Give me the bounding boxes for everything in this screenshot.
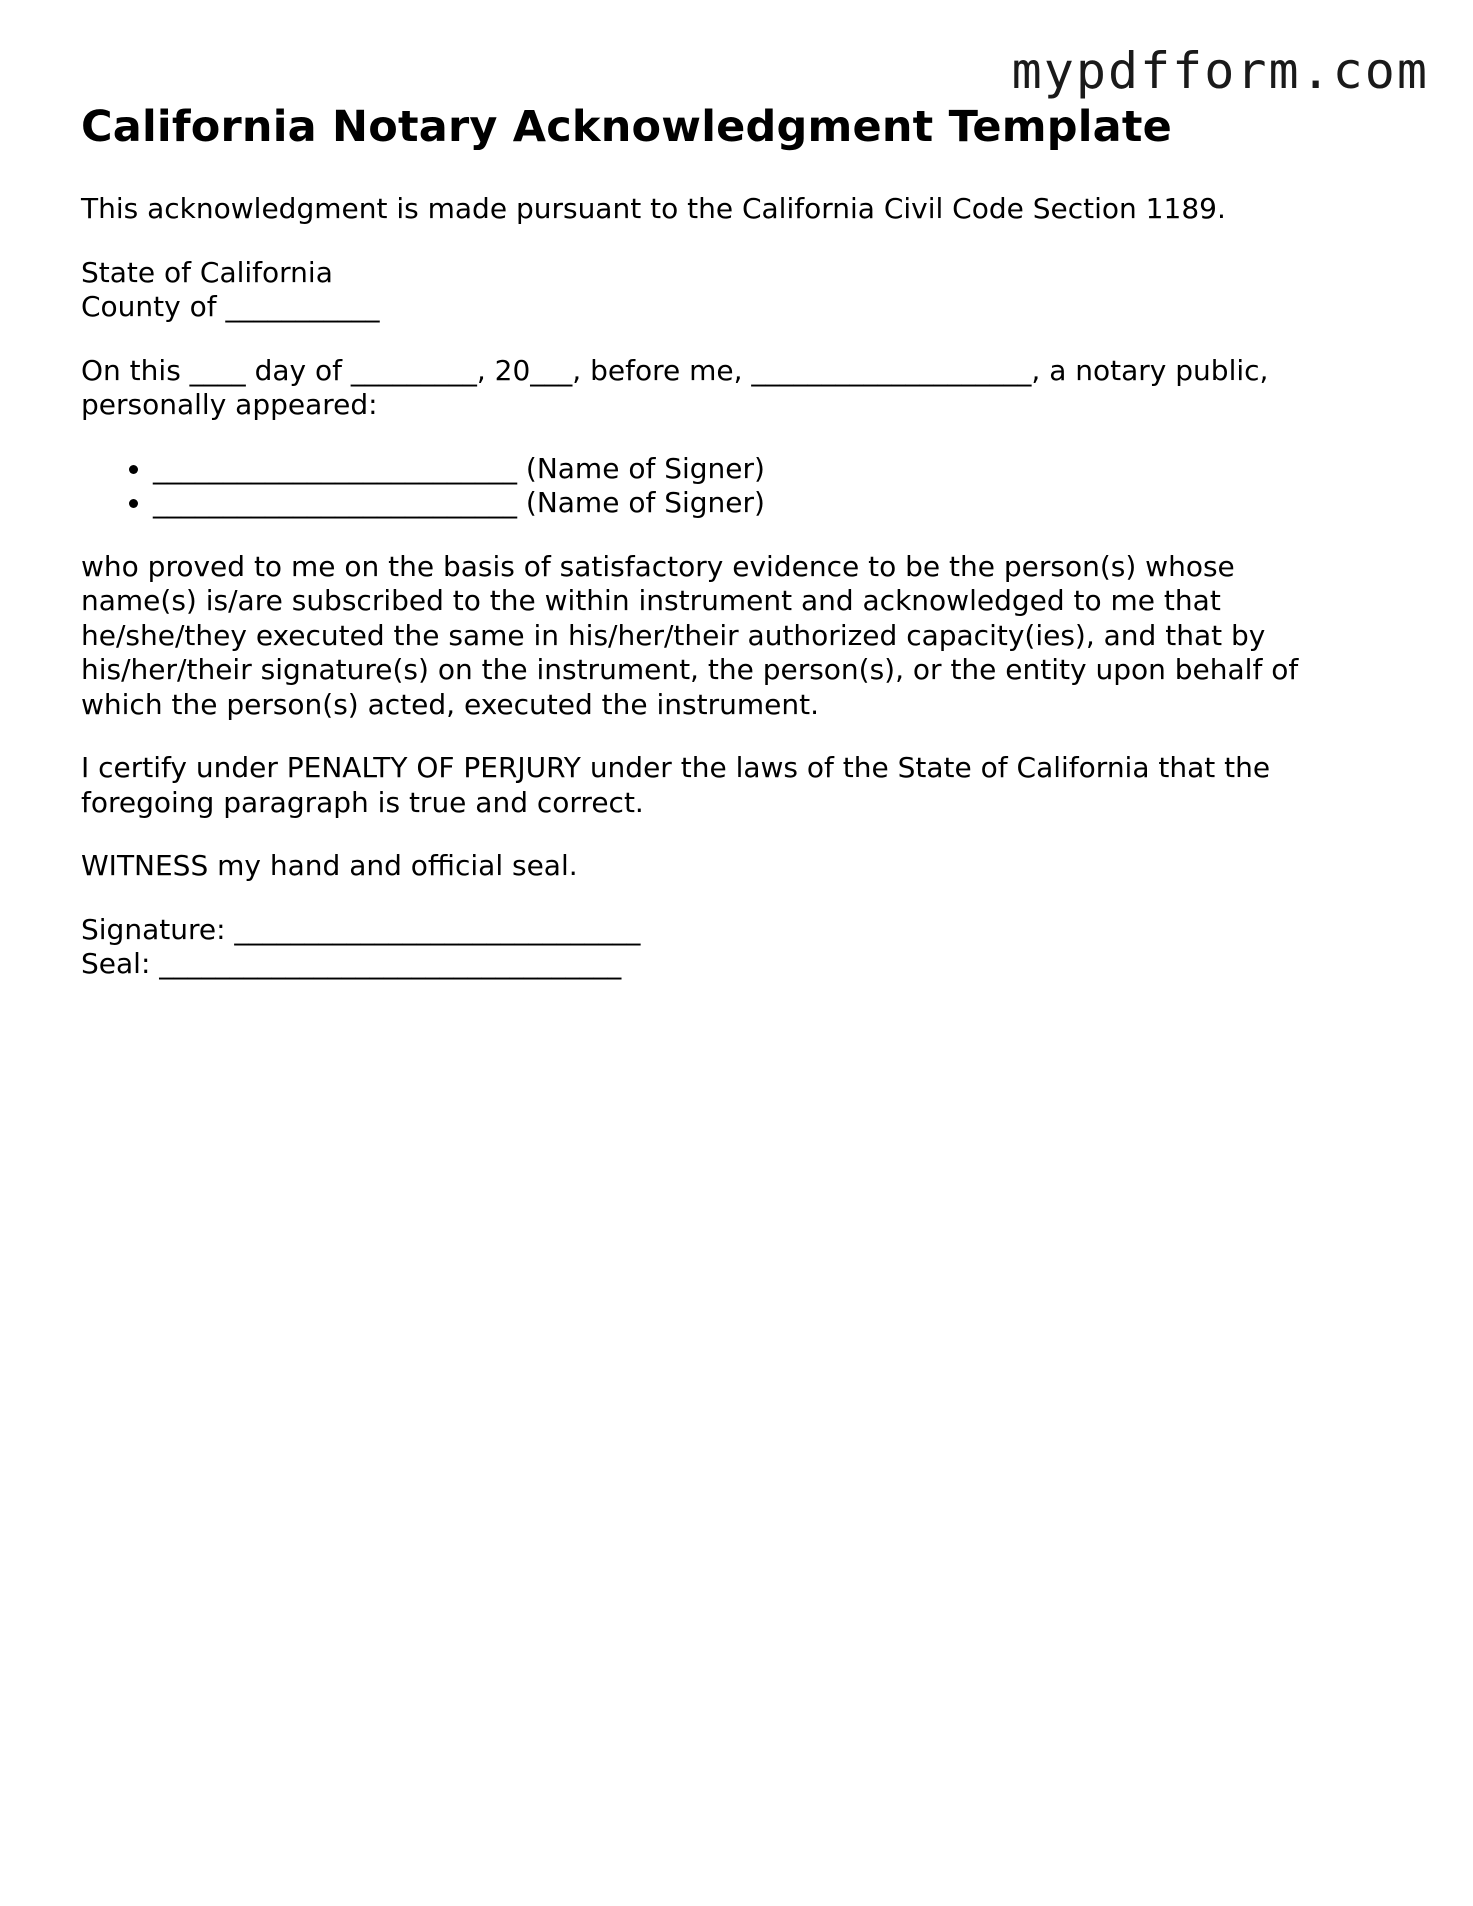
evidence-line: who proved to me on the basis of satisfactory evidence to be the person(s) whose xyxy=(81,549,1235,583)
signer-list-item: • __________________________ (Name of Signer) xyxy=(153,486,1381,521)
county-line: County of ___________ xyxy=(81,290,380,323)
evidence-paragraph xyxy=(81,550,1381,723)
appearance-line-1: On this ____ day of _________, 20___, before me, ____________________, a notary public, xyxy=(81,353,1269,387)
certification-line: foregoing paragraph is true and correct. xyxy=(81,785,644,819)
evidence-line: he/she/they executed the same in his/her/their authorized capacity(ies), and that by xyxy=(81,618,1266,652)
appearance-paragraph xyxy=(81,354,1381,423)
signer-list-item: • __________________________ (Name of Signer) xyxy=(153,452,1381,487)
evidence-line: which the person(s) acted, executed the instrument. xyxy=(81,687,819,721)
page-title: California Notary Acknowledgment Template xyxy=(81,102,1173,152)
certification-line: I certify under PENALTY OF PERJURY under the laws of the State of California that the xyxy=(81,751,1271,784)
document-body xyxy=(81,100,1381,1011)
witness-statement: WITNESS my hand and official seal. xyxy=(81,849,578,882)
evidence-line: name(s) is/are subscribed to the within instrument and acknowledged to me that xyxy=(81,584,1221,617)
certification-paragraph xyxy=(81,751,1381,820)
signer-list xyxy=(81,452,1381,521)
venue-block xyxy=(81,256,1381,325)
seal-line: Seal: _________________________________ xyxy=(81,947,622,980)
signature-block xyxy=(81,913,1381,982)
appearance-line-2: personally appeared: xyxy=(81,388,378,421)
evidence-line: his/her/their signature(s) on the instrument, the person(s), or the entity upon behalf of xyxy=(81,653,1299,686)
intro-paragraph: This acknowledgment is made pursuant to the California Civil Code Section 1189. xyxy=(81,192,1226,225)
watermark: mypdfform.com xyxy=(1011,42,1429,100)
state-line: State of California xyxy=(81,255,333,289)
signature-line: Signature: _____________________________ xyxy=(81,912,641,946)
